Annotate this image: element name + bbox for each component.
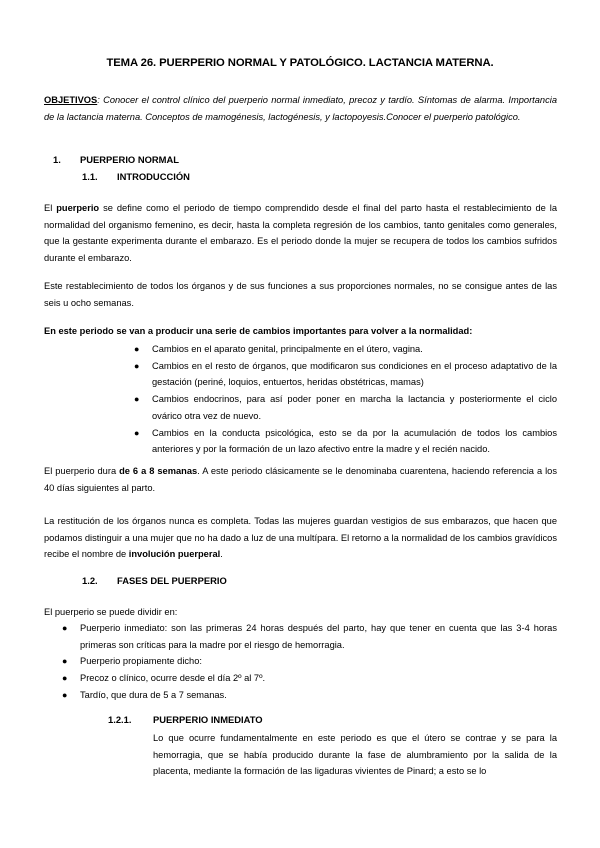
section-label: PUERPERIO NORMAL: [80, 154, 179, 165]
list-item: [134, 425, 557, 458]
text-run: se define como el periodo de tiempo comprendido desde el final del parto hasta el restablecimiento de la normalidad del organismo femenino, es decir, hasta la completa regresión de los cambios, tanto genitales como generales, que la gestante experimenta durante el embarazo. Es el periodo donde la mujer se recupera de todos los cambios sufridos durante el embarazo.: [44, 203, 557, 264]
section-number: 1.2.: [82, 575, 98, 586]
list-item: [62, 620, 557, 653]
list-item: [62, 670, 557, 687]
section-heading-1-2: [82, 575, 227, 586]
list-item: [134, 341, 557, 358]
bullet-icon: ●: [134, 394, 140, 405]
bold-term: de 6 a 8 semanas: [119, 466, 198, 476]
immediate-paragraph: Lo que ocurre fundamentalmente en este periodo es que el útero se contrae y se para la hemorragia, que se había producido durante la fase de alumbramiento por la salida de la placenta, mediante la formación de las ligaduras vivientes de Pinard; a esto se lo: [153, 733, 557, 777]
section-number: 1.: [53, 154, 61, 165]
text-run: El puerperio dura: [44, 466, 120, 476]
section-number: 1.1.: [82, 171, 98, 182]
bold-term: puerperio: [56, 203, 100, 213]
list-item-text: Puerperio propiamente dicho:: [80, 656, 202, 667]
list-item-text: Cambios en el aparato genital, principalmente en el útero, vagina.: [152, 344, 423, 354]
section-label: FASES DEL PUERPERIO: [117, 575, 227, 586]
bullet-icon: ●: [62, 673, 68, 684]
restitution-paragraph: [44, 513, 557, 563]
list-item: [62, 653, 557, 670]
section-number: 1.2.1.: [108, 714, 132, 725]
list-item-text: Tardío, que dura de 5 a 7 semanas.: [80, 689, 227, 700]
bullet-icon: ●: [134, 360, 140, 371]
section-heading-1-2-1: [108, 714, 263, 725]
bullet-icon: ●: [62, 656, 68, 667]
list-item-text: Cambios en la conducta psicológica, esto se da por la acumulación de todos los cambios anteriores y por la formación de un lazo afectivo entre la madre y el recién nacido.: [152, 427, 557, 455]
bullet-icon: ●: [62, 689, 68, 700]
changes-list: [134, 341, 557, 458]
section-label: INTRODUCCIÓN: [117, 171, 190, 182]
list-item: [134, 391, 557, 424]
list-item-text: Puerperio inmediato: son las primeras 24 horas después del parto, hay que tener en cuenta que las 3-4 horas primeras son críticas para la madre por el riesgo de hemorragia.: [80, 623, 557, 650]
list-item: [62, 687, 557, 704]
duration-paragraph: [44, 463, 557, 496]
section-heading-1-1: [82, 171, 190, 182]
intro-paragraph-2: Este restablecimiento de todos los órganos y de sus funciones a sus proporciones normales, no se consigue antes de las seis u ocho semanas.: [44, 281, 557, 308]
bullet-icon: ●: [134, 344, 140, 354]
section-heading-1: [53, 154, 179, 165]
intro-paragraph-1: [44, 200, 557, 267]
document-title: TEMA 26. PUERPERIO NORMAL Y PATOLÓGICO. LACTANCIA MATERNA.: [106, 57, 494, 69]
text-run: La restitución de los órganos nunca es completa. Todas las mujeres guardan vestigios de sus embarazos, que hacen que podamos distinguir a una mujer que no ha dado a luz de una multípara. El retorno a la normalidad de los cambios gravídicos recibe el nombre de: [44, 516, 557, 560]
objectives-paragraph: [44, 92, 557, 125]
bullet-icon: ●: [134, 427, 140, 438]
intro-paragraph-3: En este periodo se van a producir una serie de cambios importantes para volver a la normalidad:: [44, 326, 473, 336]
text-run: .: [220, 549, 223, 560]
objectives-text: : Conocer el control clínico del puerperio normal inmediato, precoz y tardío. Síntomas de alarma. Importancia de la lactancia materna. Conceptos de mamogénesis, lactogénesis, y lactopoyesis.Conocer el puerperio patológico.: [44, 95, 557, 122]
bullet-icon: ●: [62, 623, 68, 633]
list-item-text: Cambios endocrinos, para así poder poner en marcha la lactancia y posteriormente el ciclo ovárico otra vez de nuevo.: [152, 394, 557, 421]
list-item: [134, 358, 557, 391]
phases-list: [62, 620, 557, 704]
objectives-label: OBJETIVOS: [44, 95, 98, 105]
text-run: El: [44, 203, 57, 213]
text-run: . A este periodo clásicamente se le denominaba cuarentena, haciendo referencia a los 40 días siguientes al parto.: [44, 466, 557, 493]
list-item-text: Precoz o clínico, ocurre desde el día 2º al 7º.: [80, 673, 266, 684]
phases-intro: El puerperio se puede dividir en:: [44, 607, 178, 617]
bold-term: involución puerperal: [128, 549, 221, 560]
list-item-text: Cambios en el resto de órganos, que modificaron sus condiciones en el proceso adaptativo de la gestación (periné, loquios, entuertos, heridas obstétricas, mamas): [152, 360, 557, 388]
section-label: PUERPERIO INMEDIATO: [153, 714, 263, 725]
